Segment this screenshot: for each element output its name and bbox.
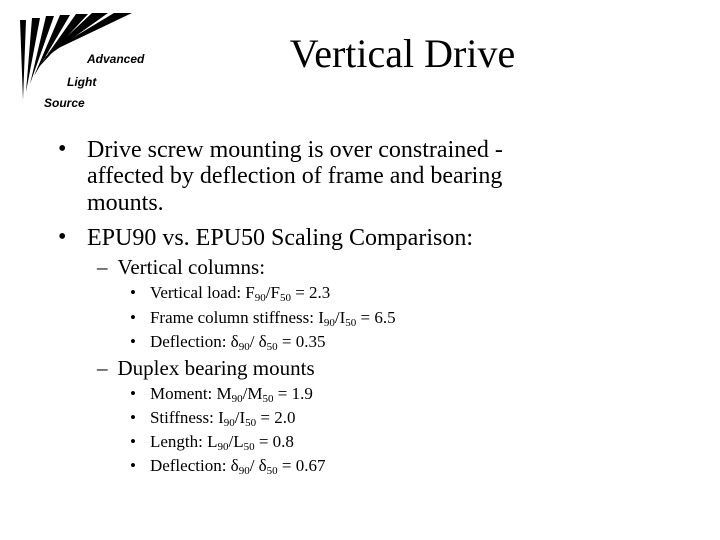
dash-glyph: – <box>97 356 108 380</box>
subscript: 90 <box>254 292 266 304</box>
item-bearing-deflection <box>130 456 326 476</box>
logo-text-source: Source <box>44 96 85 110</box>
item-mid: /L <box>228 432 244 451</box>
slide-title: Vertical Drive <box>289 31 516 76</box>
item-mid: / δ <box>249 456 267 475</box>
subscript: 90 <box>217 441 229 453</box>
subscript: 90 <box>238 465 250 477</box>
bullet-constrained-line1 <box>87 138 503 162</box>
item-label: Deflection: δ <box>149 332 239 351</box>
bullet-glyph: • <box>130 283 136 302</box>
subscript: 50 <box>266 465 278 477</box>
bullet-glyph: • <box>130 308 136 327</box>
logo-text-advanced: Advanced <box>87 52 145 66</box>
bullet-glyph: • <box>58 224 67 250</box>
bullet-text: affected by deflection of frame and bearing <box>87 163 503 189</box>
item-label: Vertical load: F <box>149 283 255 302</box>
subscript: 50 <box>262 393 274 405</box>
subscript: 90 <box>231 393 243 405</box>
item-label: Deflection: δ <box>149 456 239 475</box>
item-column-deflection <box>130 332 326 352</box>
subscript: 50 <box>245 417 257 429</box>
bullet-constrained-line3 <box>87 191 164 215</box>
item-label: Length: L <box>149 432 218 451</box>
bullet-glyph: • <box>130 456 136 475</box>
item-mid: /I <box>234 408 246 427</box>
subscript: 90 <box>238 341 250 353</box>
bullet-glyph: • <box>130 384 136 403</box>
item-moment <box>130 384 313 404</box>
bullet-glyph: • <box>130 332 136 351</box>
subscript: 50 <box>243 441 255 453</box>
subbullet-duplex-bearing-mounts <box>97 357 315 380</box>
item-value: = 6.5 <box>356 308 396 327</box>
bullet-glyph: • <box>130 408 136 427</box>
subbullet-text: Vertical columns: <box>117 255 266 279</box>
bullet-glyph: • <box>130 432 136 451</box>
subscript: 50 <box>279 292 291 304</box>
bullet-text: mounts. <box>87 190 164 216</box>
logo-text-light: Light <box>67 75 97 89</box>
item-mid: /F <box>265 283 280 302</box>
item-length <box>130 432 294 452</box>
bullet-scaling-comparison <box>87 226 473 250</box>
item-mid: /M <box>242 384 263 403</box>
subscript: 50 <box>345 317 357 329</box>
item-value: = 2.3 <box>290 283 331 302</box>
bullet-constrained-line2 <box>87 164 502 188</box>
bullet-glyph: • <box>58 136 67 162</box>
subscript: 90 <box>323 317 335 329</box>
subbullet-text: Duplex bearing mounts <box>117 356 315 380</box>
item-vertical-load <box>130 283 330 303</box>
item-label: Moment: M <box>149 384 232 403</box>
item-value: = 1.9 <box>273 384 313 403</box>
item-value: = 2.0 <box>256 408 296 427</box>
item-label: Frame column stiffness: I <box>149 308 324 327</box>
item-value: = 0.35 <box>277 332 326 351</box>
bullet-text: EPU90 vs. EPU50 Scaling Comparison: <box>87 225 474 251</box>
item-stiffness <box>130 408 296 428</box>
subscript: 90 <box>223 417 235 429</box>
subscript: 50 <box>266 341 278 353</box>
item-mid: / δ <box>249 332 267 351</box>
advanced-light-source-logo <box>12 10 145 110</box>
subbullet-vertical-columns <box>97 256 265 279</box>
item-value: = 0.8 <box>254 432 294 451</box>
item-label: Stiffness: I <box>149 408 224 427</box>
item-value: = 0.67 <box>277 456 326 475</box>
item-frame-column-stiffness <box>130 308 396 328</box>
bullet-text: Drive screw mounting is over constrained - <box>87 137 503 163</box>
dash-glyph: – <box>97 255 108 279</box>
item-mid: /I <box>334 308 346 327</box>
